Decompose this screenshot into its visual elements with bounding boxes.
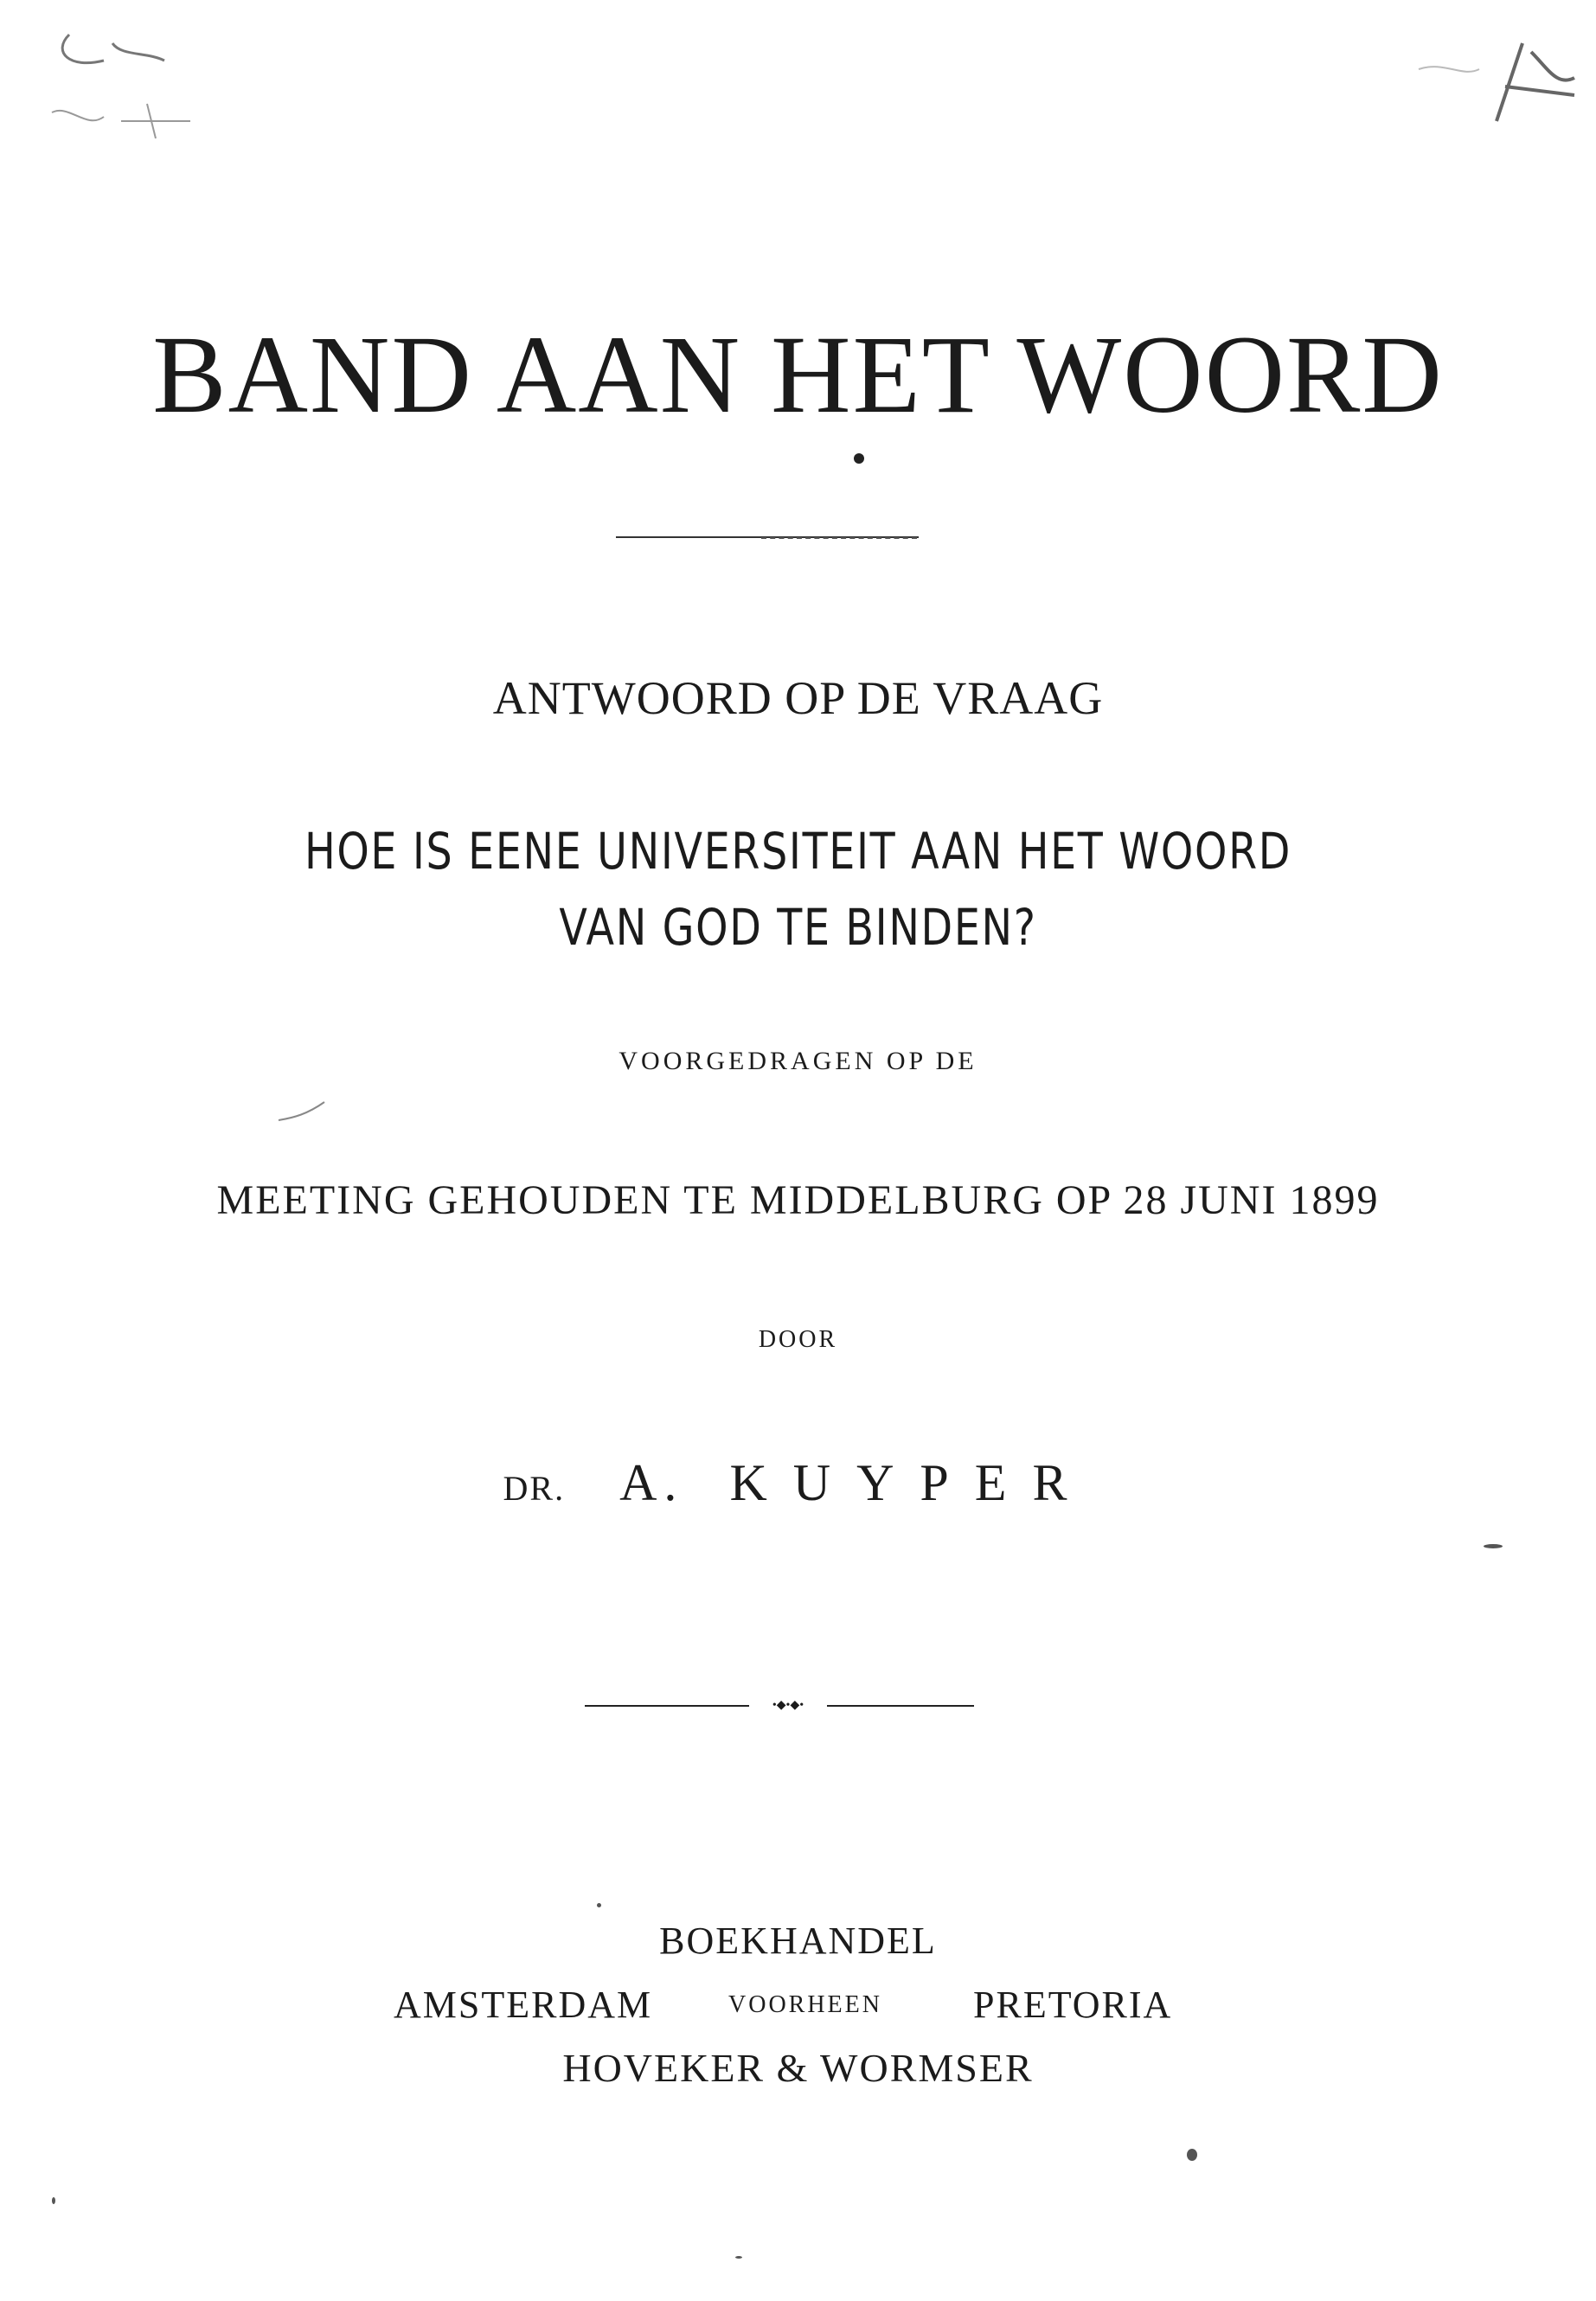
author-initial: A. — [619, 1454, 684, 1511]
meeting-line: MEETING GEHOUDEN TE MIDDELBURG OP 28 JUNI 1899 — [216, 1177, 1380, 1223]
imprint-row — [0, 1983, 1596, 2035]
scan-speck — [597, 1903, 601, 1907]
delivered-at: VOORGEDRAGEN OP DE — [619, 1047, 977, 1075]
subtitle: ANTWOORD OP DE VRAAG — [492, 672, 1104, 724]
publisher-house: BOEKHANDEL — [659, 1920, 937, 1962]
separator-rule-dashed — [761, 537, 917, 539]
publisher-formerly: VOORHEEN — [728, 1991, 882, 2018]
question-line-2: VAN GOD TE BINDEN? — [559, 898, 1037, 957]
handwritten-mark-top-right — [1332, 17, 1592, 173]
scan-speck — [735, 2256, 742, 2259]
publisher-firm: HOVEKER & WORMSER — [562, 2046, 1034, 2090]
book-title: BAND AAN HET WOORD — [152, 313, 1444, 436]
scan-speck — [52, 2197, 55, 2204]
ornamental-rule — [585, 1697, 974, 1715]
scan-speck — [1187, 2149, 1197, 2161]
handwritten-mark-top-left — [17, 17, 242, 147]
publisher-city-right: PRETORIA — [973, 1984, 1173, 2026]
by-line: DOOR — [758, 1326, 838, 1353]
question-line-1: HOE IS EENE UNIVERSITEIT AAN HET WOORD — [304, 822, 1292, 881]
pencil-mark-left — [277, 1099, 329, 1125]
scan-speck — [1484, 1544, 1503, 1548]
author-surname: KUYPER — [729, 1454, 1093, 1511]
author-name — [0, 1453, 1596, 1513]
publisher-city-left: AMSTERDAM — [394, 1984, 653, 2026]
title-dot — [854, 453, 864, 464]
ornament-glyph: •◆•◆• — [749, 1699, 827, 1713]
author-prefix: DR. — [503, 1469, 566, 1508]
